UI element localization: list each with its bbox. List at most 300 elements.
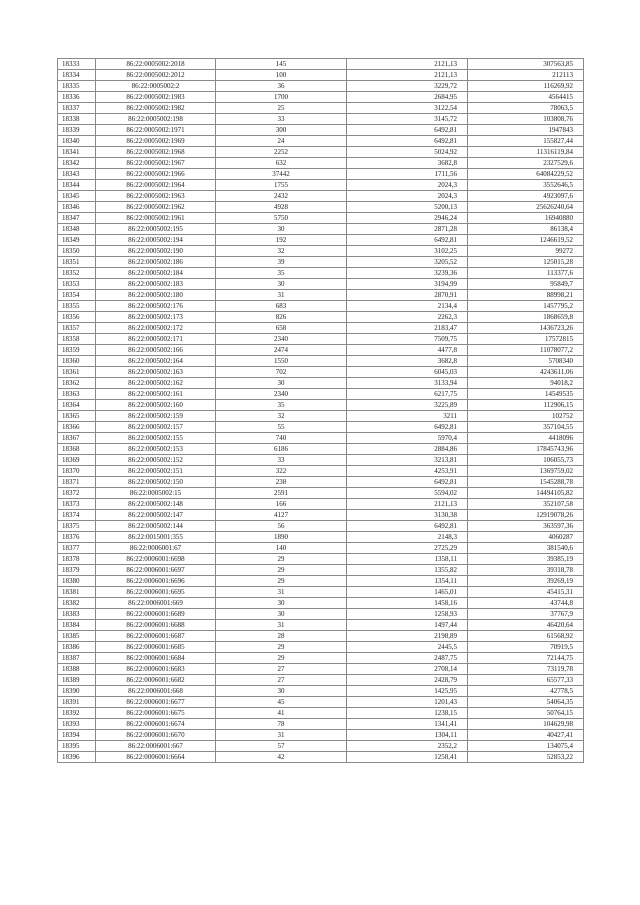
cadastral-number-cell: 86:22:0005002:1982 (96, 103, 216, 114)
cadastral-number-cell: 86:22:0006001:6698 (96, 554, 216, 565)
table-row (58, 510, 584, 521)
table-row (58, 631, 584, 642)
cadastral-number-cell: 86:22:0006001:6695 (96, 587, 216, 598)
row-number-cell: 18370 (58, 466, 96, 477)
value-cell: 2327529,6 (468, 158, 584, 169)
cadastral-number-cell: 86:22:0005002:148 (96, 499, 216, 510)
value-cell: 39269,19 (468, 576, 584, 587)
table-row (58, 70, 584, 81)
value-cell: 12919078,26 (468, 510, 584, 521)
row-number-cell: 18345 (58, 191, 96, 202)
row-number-cell: 18347 (58, 213, 96, 224)
row-number-cell: 18336 (58, 92, 96, 103)
row-number-cell: 18366 (58, 422, 96, 433)
value-cell: 11078077,2 (468, 345, 584, 356)
cadastral-number-cell: 86:22:0005002:1971 (96, 125, 216, 136)
cadastral-number-cell: 86:22:0005002:180 (96, 290, 216, 301)
cadastral-number-cell: 86:22:0005002:155 (96, 433, 216, 444)
table-row (58, 268, 584, 279)
table-row (58, 103, 584, 114)
price-cell: 3239,36 (347, 268, 468, 279)
value-cell: 1369759,02 (468, 466, 584, 477)
cadastral-number-cell: 86:22:0005002:164 (96, 356, 216, 367)
table-row (58, 400, 584, 411)
value-cell: 14549535 (468, 389, 584, 400)
row-number-cell: 18389 (58, 675, 96, 686)
cadastral-number-cell: 86:22:0005002:2012 (96, 70, 216, 81)
row-number-cell: 18346 (58, 202, 96, 213)
value-cell: 40427,41 (468, 730, 584, 741)
area-cell: 33 (216, 455, 347, 466)
cadastral-number-cell: 86:22:0006001:6685 (96, 642, 216, 653)
value-cell: 1868659,8 (468, 312, 584, 323)
price-cell: 2183,47 (347, 323, 468, 334)
row-number-cell: 18365 (58, 411, 96, 422)
table-row (58, 125, 584, 136)
cadastral-number-cell: 86:22:0005002:163 (96, 367, 216, 378)
table-row (58, 444, 584, 455)
area-cell: 36 (216, 81, 347, 92)
cadastral-number-cell: 86:22:0005002:1983 (96, 92, 216, 103)
cadastral-number-cell: 86:22:0005002:147 (96, 510, 216, 521)
table-row (58, 532, 584, 543)
table-row (58, 686, 584, 697)
table-row (58, 620, 584, 631)
value-cell: 37767,9 (468, 609, 584, 620)
row-number-cell: 18359 (58, 345, 96, 356)
row-number-cell: 18383 (58, 609, 96, 620)
table-row (58, 246, 584, 257)
table-row (58, 81, 584, 92)
value-cell: 17845743,96 (468, 444, 584, 455)
price-cell: 6492,81 (347, 235, 468, 246)
area-cell: 322 (216, 466, 347, 477)
table-row (58, 301, 584, 312)
area-cell: 4127 (216, 510, 347, 521)
price-cell: 3205,52 (347, 257, 468, 268)
value-cell: 50764,15 (468, 708, 584, 719)
row-number-cell: 18364 (58, 400, 96, 411)
table-row (58, 345, 584, 356)
area-cell: 6186 (216, 444, 347, 455)
cadastral-number-cell: 86:22:0006001:6682 (96, 675, 216, 686)
price-cell: 2684,95 (347, 92, 468, 103)
table-body (58, 59, 584, 763)
data-table (57, 58, 584, 763)
row-number-cell: 18390 (58, 686, 96, 697)
table-row (58, 180, 584, 191)
table-row (58, 433, 584, 444)
row-number-cell: 18354 (58, 290, 96, 301)
value-cell: 116269,92 (468, 81, 584, 92)
value-cell: 78063,5 (468, 103, 584, 114)
value-cell: 72144,75 (468, 653, 584, 664)
row-number-cell: 18386 (58, 642, 96, 653)
row-number-cell: 18372 (58, 488, 96, 499)
row-number-cell: 18396 (58, 752, 96, 763)
table-row (58, 741, 584, 752)
area-cell: 29 (216, 642, 347, 653)
row-number-cell: 18391 (58, 697, 96, 708)
area-cell: 140 (216, 543, 347, 554)
cadastral-number-cell: 86:22:0006001:6688 (96, 620, 216, 631)
area-cell: 1890 (216, 532, 347, 543)
price-cell: 3145,72 (347, 114, 468, 125)
price-cell: 2884,86 (347, 444, 468, 455)
price-cell: 2198,89 (347, 631, 468, 642)
table-row (58, 730, 584, 741)
row-number-cell: 18353 (58, 279, 96, 290)
row-number-cell: 18342 (58, 158, 96, 169)
price-cell: 3211 (347, 411, 468, 422)
row-number-cell: 18382 (58, 598, 96, 609)
row-number-cell: 18339 (58, 125, 96, 136)
value-cell: 125015,28 (468, 257, 584, 268)
price-cell: 1304,11 (347, 730, 468, 741)
table-row (58, 378, 584, 389)
value-cell: 95849,7 (468, 279, 584, 290)
table-row (58, 499, 584, 510)
area-cell: 45 (216, 697, 347, 708)
price-cell: 1425,95 (347, 686, 468, 697)
table-row (58, 59, 584, 70)
table-row (58, 191, 584, 202)
price-cell: 2445,5 (347, 642, 468, 653)
table-row (58, 543, 584, 554)
row-number-cell: 18363 (58, 389, 96, 400)
row-number-cell: 18351 (58, 257, 96, 268)
row-number-cell: 18384 (58, 620, 96, 631)
area-cell: 300 (216, 125, 347, 136)
area-cell: 57 (216, 741, 347, 752)
table-row (58, 323, 584, 334)
area-cell: 702 (216, 367, 347, 378)
value-cell: 1457795,2 (468, 301, 584, 312)
table-row (58, 224, 584, 235)
row-number-cell: 18357 (58, 323, 96, 334)
price-cell: 6492,81 (347, 477, 468, 488)
price-cell: 2024,3 (347, 191, 468, 202)
cadastral-number-cell: 86:22:0005002:184 (96, 268, 216, 279)
cadastral-number-cell: 86:22:0005002:195 (96, 224, 216, 235)
area-cell: 25 (216, 103, 347, 114)
area-cell: 37442 (216, 169, 347, 180)
area-cell: 35 (216, 400, 347, 411)
table-row (58, 235, 584, 246)
price-cell: 3682,8 (347, 356, 468, 367)
value-cell: 88998,21 (468, 290, 584, 301)
row-number-cell: 18373 (58, 499, 96, 510)
row-number-cell: 18371 (58, 477, 96, 488)
cadastral-number-cell: 86:22:0006001:668 (96, 686, 216, 697)
value-cell: 357104,55 (468, 422, 584, 433)
price-cell: 3130,38 (347, 510, 468, 521)
area-cell: 29 (216, 565, 347, 576)
cadastral-number-cell: 86:22:0006001:6683 (96, 664, 216, 675)
cadastral-number-cell: 86:22:0005002:172 (96, 323, 216, 334)
cadastral-number-cell: 86:22:0006001:6670 (96, 730, 216, 741)
table-row (58, 642, 584, 653)
area-cell: 56 (216, 521, 347, 532)
table-row (58, 455, 584, 466)
cadastral-number-cell: 86:22:0005002:1966 (96, 169, 216, 180)
row-number-cell: 18337 (58, 103, 96, 114)
row-number-cell: 18379 (58, 565, 96, 576)
price-cell: 6492,81 (347, 422, 468, 433)
value-cell: 307563,85 (468, 59, 584, 70)
row-number-cell: 18340 (58, 136, 96, 147)
row-number-cell: 18352 (58, 268, 96, 279)
table-row (58, 114, 584, 125)
value-cell: 65577,33 (468, 675, 584, 686)
area-cell: 24 (216, 136, 347, 147)
cadastral-number-cell: 86:22:0005002:1969 (96, 136, 216, 147)
price-cell: 2024,3 (347, 180, 468, 191)
value-cell: 352107,58 (468, 499, 584, 510)
table-row (58, 92, 584, 103)
value-cell: 5708340 (468, 356, 584, 367)
row-number-cell: 18335 (58, 81, 96, 92)
row-number-cell: 18368 (58, 444, 96, 455)
area-cell: 27 (216, 664, 347, 675)
row-number-cell: 18338 (58, 114, 96, 125)
table-row (58, 334, 584, 345)
cadastral-number-cell: 86:22:0006001:6696 (96, 576, 216, 587)
area-cell: 31 (216, 730, 347, 741)
cadastral-number-cell: 86:22:0006001:667 (96, 741, 216, 752)
row-number-cell: 18376 (58, 532, 96, 543)
value-cell: 112906,15 (468, 400, 584, 411)
cadastral-number-cell: 86:22:0006001:6687 (96, 631, 216, 642)
area-cell: 35 (216, 268, 347, 279)
table-row (58, 290, 584, 301)
cadastral-number-cell: 86:22:0006001:67 (96, 543, 216, 554)
value-cell: 14494105,82 (468, 488, 584, 499)
area-cell: 632 (216, 158, 347, 169)
value-cell: 17572815 (468, 334, 584, 345)
table-row (58, 279, 584, 290)
price-cell: 1465,01 (347, 587, 468, 598)
row-number-cell: 18349 (58, 235, 96, 246)
price-cell: 3122,54 (347, 103, 468, 114)
row-number-cell: 18341 (58, 147, 96, 158)
table-row (58, 147, 584, 158)
table-row (58, 609, 584, 620)
price-cell: 3682,8 (347, 158, 468, 169)
row-number-cell: 18385 (58, 631, 96, 642)
table-row (58, 565, 584, 576)
table-row (58, 708, 584, 719)
price-cell: 3133,94 (347, 378, 468, 389)
value-cell: 381540,6 (468, 543, 584, 554)
cadastral-number-cell: 86:22:0005002:194 (96, 235, 216, 246)
cadastral-number-cell: 86:22:0005002:1967 (96, 158, 216, 169)
area-cell: 145 (216, 59, 347, 70)
value-cell: 1246619,52 (468, 235, 584, 246)
price-cell: 2121,13 (347, 70, 468, 81)
price-cell: 3194,99 (347, 279, 468, 290)
cadastral-number-cell: 86:22:0005002:1963 (96, 191, 216, 202)
value-cell: 4060287 (468, 532, 584, 543)
row-number-cell: 18381 (58, 587, 96, 598)
value-cell: 16940880 (468, 213, 584, 224)
value-cell: 134075,4 (468, 741, 584, 752)
value-cell: 11316119,84 (468, 147, 584, 158)
table-row (58, 675, 584, 686)
table-row (58, 598, 584, 609)
value-cell: 106055,73 (468, 455, 584, 466)
row-number-cell: 18374 (58, 510, 96, 521)
row-number-cell: 18380 (58, 576, 96, 587)
cadastral-number-cell: 86:22:0005002:153 (96, 444, 216, 455)
area-cell: 30 (216, 686, 347, 697)
row-number-cell: 18343 (58, 169, 96, 180)
cadastral-number-cell: 86:22:0005002:160 (96, 400, 216, 411)
price-cell: 1201,43 (347, 697, 468, 708)
row-number-cell: 18387 (58, 653, 96, 664)
table-row (58, 367, 584, 378)
price-cell: 1358,11 (347, 554, 468, 565)
table-row (58, 213, 584, 224)
cadastral-number-cell: 86:22:0006001:6689 (96, 609, 216, 620)
area-cell: 28 (216, 631, 347, 642)
price-cell: 1497,44 (347, 620, 468, 631)
value-cell: 113377,6 (468, 268, 584, 279)
value-cell: 54064,35 (468, 697, 584, 708)
area-cell: 29 (216, 653, 347, 664)
row-number-cell: 18388 (58, 664, 96, 675)
price-cell: 6045,03 (347, 367, 468, 378)
row-number-cell: 18348 (58, 224, 96, 235)
cadastral-number-cell: 86:22:0006001:6674 (96, 719, 216, 730)
row-number-cell: 18392 (58, 708, 96, 719)
table-row (58, 664, 584, 675)
area-cell: 740 (216, 433, 347, 444)
cadastral-number-cell: 86:22:0005002:1962 (96, 202, 216, 213)
row-number-cell: 18358 (58, 334, 96, 345)
price-cell: 5024,92 (347, 147, 468, 158)
price-cell: 6492,81 (347, 521, 468, 532)
area-cell: 30 (216, 378, 347, 389)
cadastral-number-cell: 86:22:0006001:6677 (96, 697, 216, 708)
area-cell: 30 (216, 609, 347, 620)
value-cell: 86138,4 (468, 224, 584, 235)
table-row (58, 411, 584, 422)
price-cell: 2148,3 (347, 532, 468, 543)
value-cell: 46420,64 (468, 620, 584, 631)
price-cell: 6217,75 (347, 389, 468, 400)
price-cell: 2708,14 (347, 664, 468, 675)
table-row (58, 389, 584, 400)
cadastral-number-cell: 86:22:0005002:190 (96, 246, 216, 257)
table-row (58, 587, 584, 598)
area-cell: 2340 (216, 334, 347, 345)
value-cell: 61568,92 (468, 631, 584, 642)
table-row (58, 653, 584, 664)
cadastral-number-cell: 86:22:0006001:6675 (96, 708, 216, 719)
cadastral-number-cell: 86:22:0005002:186 (96, 257, 216, 268)
price-cell: 3213,81 (347, 455, 468, 466)
cadastral-number-cell: 86:22:0015001:355 (96, 532, 216, 543)
cadastral-number-cell: 86:22:0005002:171 (96, 334, 216, 345)
value-cell: 1947843 (468, 125, 584, 136)
cadastral-number-cell: 86:22:0005002:183 (96, 279, 216, 290)
value-cell: 1545288,78 (468, 477, 584, 488)
area-cell: 32 (216, 411, 347, 422)
area-cell: 32 (216, 246, 347, 257)
row-number-cell: 18377 (58, 543, 96, 554)
table-row (58, 488, 584, 499)
value-cell: 155827,44 (468, 136, 584, 147)
value-cell: 25626240,64 (468, 202, 584, 213)
cadastral-number-cell: 86:22:0005002:1968 (96, 147, 216, 158)
table-row (58, 719, 584, 730)
price-cell: 2725,29 (347, 543, 468, 554)
row-number-cell: 18375 (58, 521, 96, 532)
value-cell: 3552646,5 (468, 180, 584, 191)
row-number-cell: 18362 (58, 378, 96, 389)
cadastral-number-cell: 86:22:0005002:151 (96, 466, 216, 477)
table-row (58, 312, 584, 323)
row-number-cell: 18369 (58, 455, 96, 466)
cadastral-number-cell: 86:22:0005002:157 (96, 422, 216, 433)
value-cell: 70919,5 (468, 642, 584, 653)
price-cell: 2134,4 (347, 301, 468, 312)
area-cell: 2591 (216, 488, 347, 499)
price-cell: 1458,16 (347, 598, 468, 609)
row-number-cell: 18361 (58, 367, 96, 378)
value-cell: 102752 (468, 411, 584, 422)
area-cell: 31 (216, 620, 347, 631)
cadastral-number-cell: 86:22:0005002:2 (96, 81, 216, 92)
price-cell: 3229,72 (347, 81, 468, 92)
table-row (58, 169, 584, 180)
row-number-cell: 18333 (58, 59, 96, 70)
row-number-cell: 18350 (58, 246, 96, 257)
table-row (58, 466, 584, 477)
cadastral-number-cell: 86:22:0005002:161 (96, 389, 216, 400)
cadastral-number-cell: 86:22:0005002:166 (96, 345, 216, 356)
cadastral-number-cell: 86:22:0005002:150 (96, 477, 216, 488)
table-row (58, 477, 584, 488)
value-cell: 104629,98 (468, 719, 584, 730)
cadastral-number-cell: 86:22:0005002:162 (96, 378, 216, 389)
area-cell: 1550 (216, 356, 347, 367)
price-cell: 2352,2 (347, 741, 468, 752)
area-cell: 30 (216, 279, 347, 290)
price-cell: 2121,13 (347, 59, 468, 70)
value-cell: 4418096 (468, 433, 584, 444)
price-cell: 6492,81 (347, 125, 468, 136)
cadastral-number-cell: 86:22:0005002:176 (96, 301, 216, 312)
row-number-cell: 18344 (58, 180, 96, 191)
value-cell: 1436723,26 (468, 323, 584, 334)
price-cell: 1258,41 (347, 752, 468, 763)
price-cell: 2870,91 (347, 290, 468, 301)
price-cell: 4477,8 (347, 345, 468, 356)
area-cell: 192 (216, 235, 347, 246)
area-cell: 2340 (216, 389, 347, 400)
price-cell: 1258,93 (347, 609, 468, 620)
cadastral-number-cell: 86:22:0005002:159 (96, 411, 216, 422)
value-cell: 212113 (468, 70, 584, 81)
value-cell: 52853,22 (468, 752, 584, 763)
table-row (58, 422, 584, 433)
area-cell: 41 (216, 708, 347, 719)
area-cell: 4928 (216, 202, 347, 213)
price-cell: 2121,13 (347, 499, 468, 510)
area-cell: 2474 (216, 345, 347, 356)
